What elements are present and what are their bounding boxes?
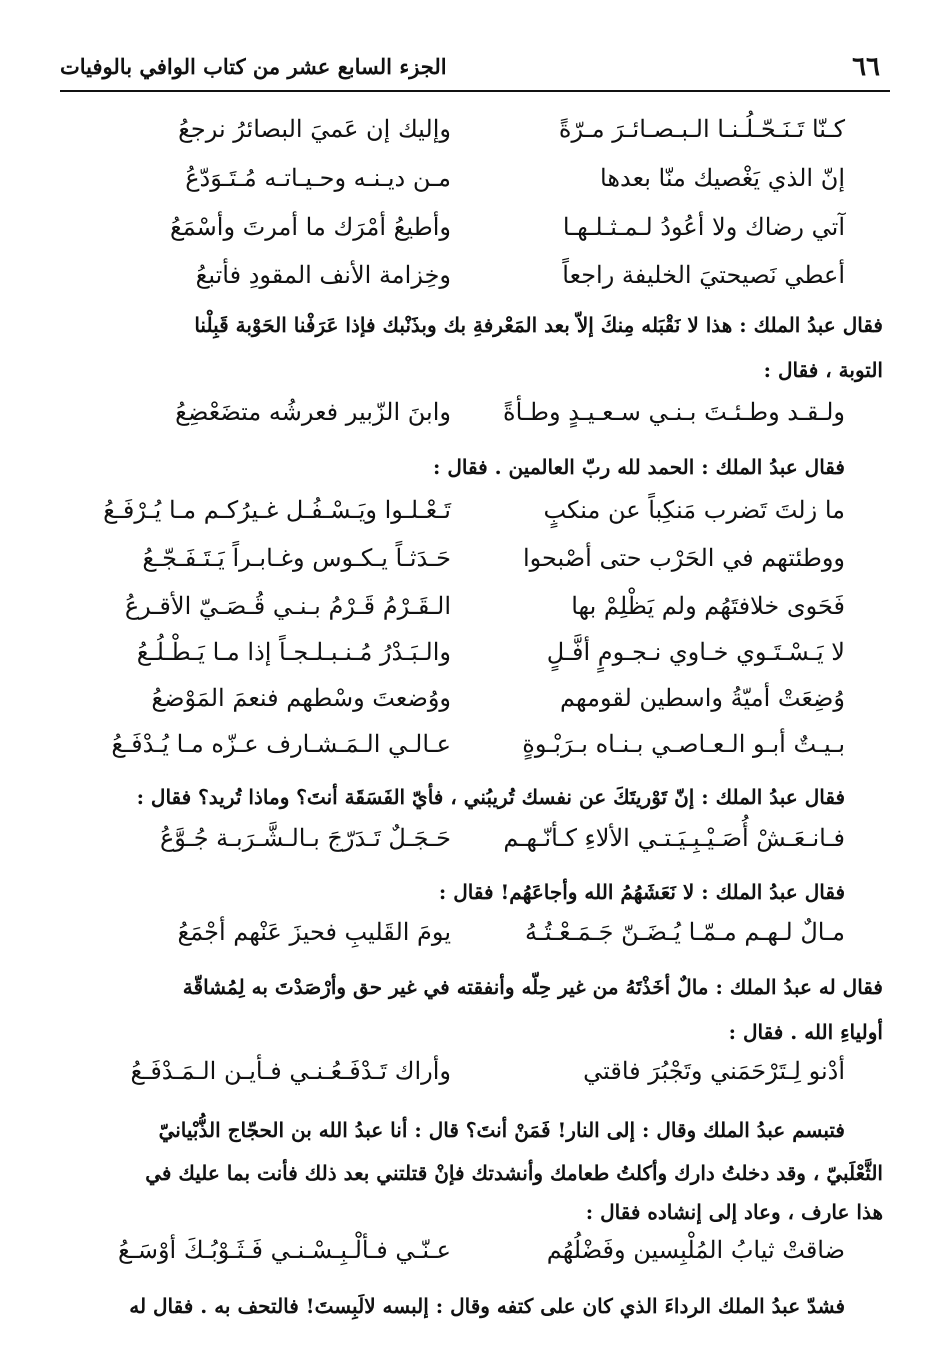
verse-line: [0, 592, 941, 632]
verse-first-hemistich: مـالٌ لـهـم مـمّـا يُـضَـنّ جَـمَـعْـتُـهُ: [524, 918, 845, 946]
verse-first-hemistich: ولـقـد وطـئـتَ بـنـي سـعـيـدٍ وطـأةً: [503, 398, 845, 426]
verse-second-hemistich: ووُضعتَ وسْطهم فنعمَ المَوْضعُ: [151, 684, 451, 712]
verse-line: [0, 730, 941, 770]
verse-line: [0, 261, 941, 301]
verse-first-hemistich: لا يَـسْـتَـوي خـاوي نـجـومٍ أفَّـلٍ: [546, 638, 845, 666]
verse-first-hemistich: كـنّا تَـنَـحّـلُـنـا الـبـصـائـرَ مـرّةً: [558, 115, 845, 143]
verse-line: [0, 164, 941, 204]
verse-first-hemistich: آتي رضاك ولا أعُودُ لـمـثـلـهـا: [562, 213, 845, 241]
verse-first-hemistich: بـيـتٌ أبـو الـعـاصـي بـنـاه بـرَبْـوةٍ: [522, 730, 845, 758]
verse-line: [0, 684, 941, 724]
prose-line: هذا عارف ، وعاد إلى إنشاده فقال :: [585, 1200, 883, 1224]
verse-second-hemistich: وخِزامة الأنف المقودِ فأتبعُ: [195, 261, 451, 289]
verse-line: [0, 213, 941, 253]
verse-line: [0, 496, 941, 536]
page-number: ٦٦: [852, 52, 880, 82]
verse-second-hemistich: الـقَـرْمُ قَـرْمُ بـنـي قُـصَـيّ الأقـرعُ: [124, 592, 451, 620]
prose-line: فقال له عبدُ الملك : مالٌ أخَذْتَهُ من غير حِلّه وأنفقته في غير حق وأرْصَدْتَ به لِمُشاقّة: [182, 975, 883, 999]
verse-line: [0, 115, 941, 155]
verse-line: [0, 638, 941, 678]
prose-line: فقال عبدُ الملك : إنّ تَوْريتَكَ عن نفسك تُريبُني ، فأيّ الفَسَقَة أنتَ؟ وماذا تُريد؟ فقال :: [136, 785, 845, 809]
prose-line: أولياءِ الله . فقال :: [728, 1020, 883, 1044]
verse-line: [0, 918, 941, 958]
verse-second-hemistich: وابنَ الزّبير فعرشُه متضَعْضِعُ: [175, 398, 451, 426]
prose-line: فتبسم عبدُ الملك وقال : إلى النار! فَمَنْ أنتَ؟ قال : أنا عبدُ الله بن الحجّاج الذُّبْيانيّ: [158, 1118, 845, 1142]
prose-line: التوبة ، فقال :: [763, 358, 883, 382]
prose-line: فقال عبدُ الملك : لا نَعَشَهُمُ الله وأجاعَهُم! فقال :: [438, 880, 845, 904]
verse-first-hemistich: فَحَوى خلافتَهُم ولم يَظْلِمْ بها: [571, 592, 845, 620]
verse-first-hemistich: أعطي نَصيحتيَ الخليفة راجعاً: [562, 261, 845, 289]
prose-line: فقال عبدُ الملك : الحمد لله ربّ العالمين . فقال :: [433, 455, 845, 479]
prose-line: الثَّعْلَبيّ ، وقد دخلتُ دارك وأكلتُ طعامك وأنشدتك فإنْ قتلتني بعد ذلك فأنت بما عليك في: [145, 1161, 883, 1185]
verse-second-hemistich: مـن ديـنـه وحـيـاتـه مُـتَـوَدّعُ: [185, 164, 451, 192]
verse-second-hemistich: والـبَـدْرُ مُـنـبـلـجـاً إذا مـا يَـطْـلُـعُ: [136, 638, 451, 666]
verse-line: [0, 398, 941, 438]
running-title: الجزء السابع عشر من كتاب الوافي بالوفيات: [60, 54, 447, 79]
prose-line: فشدّ عبدُ الملك الرداءَ الذي كان على كتفه وقال : إلبسه لالَبِستَ! فالتحف به . فقال له: [129, 1294, 845, 1318]
verse-line: [0, 1236, 941, 1276]
verse-second-hemistich: حَـجَـلٌ تَـدَرّجَ بـالـشَّـرَبـة جُـوَّعُ: [159, 824, 451, 852]
verse-second-hemistich: تَـعْـلـوا ويَـسْـفُـل غـيرُكـم مـا يُـرْفَـعُ: [103, 496, 451, 524]
verse-first-hemistich: ضاقتْ ثيابُ المُلْبِسين وفَضْلُهُم: [546, 1236, 845, 1264]
verse-first-hemistich: فـانـعَـشْ أُصَـيْـبِـيَـتـي الألاءِ كـأنّـهـم: [503, 824, 845, 852]
verse-first-hemistich: ما زلتَ تَضرب مَنكِباً عن منكبٍ: [543, 496, 845, 524]
verse-second-hemistich: وأطيعُ أمْرَك ما أمرتَ وأسْمَعُ: [170, 213, 451, 241]
verse-first-hemistich: أدْنو لِـتَرْحَمَني وتَجْبُرَ فاقتي: [583, 1057, 845, 1085]
prose-line: فقال عبدُ الملك : هذا لا نَقْبَله مِنكَ إلاّ بعد المَعْرفةِ بك وبذَنْبك فإذا عَرَفْنا الحَوْبة قَبِلْنا: [194, 313, 883, 337]
verse-line: [0, 824, 941, 864]
verse-line: [0, 1057, 941, 1097]
verse-second-hemistich: عـالـي الـمَـشـارف عـزّه مـا يُـدْفَـعُ: [111, 730, 451, 758]
verse-line: [0, 544, 941, 584]
verse-first-hemistich: إنّ الذي يَغْصيك منّا بعدها: [600, 164, 845, 192]
verse-second-hemistich: حَـدَثـاً يـكـوس وغـابـراً يَـتَـفَـجّـعُ: [142, 544, 451, 572]
verse-first-hemistich: ووطئتهم في الحَرْب حتى أصْبحوا: [522, 544, 845, 572]
verse-second-hemistich: وأراك تَـدْفَـعُـنـي فـأيـن الـمَـدْفَـعُ: [130, 1057, 451, 1085]
verse-second-hemistich: وإليك إن عَميَ البصائرُ نرجعُ: [178, 115, 451, 143]
verse-first-hemistich: وُضِعَتْ أميّةُ واسطين لقومهم: [560, 684, 845, 712]
verse-second-hemistich: عـنّـي فـألْـبِـسْـنـي فَـثَـوْبُـكَ أوْسَـعُ: [118, 1236, 451, 1264]
page-header: [60, 40, 890, 92]
verse-second-hemistich: يومَ القَليبِ فحيزَ عَنْهم أجْمَعُ: [177, 918, 451, 946]
